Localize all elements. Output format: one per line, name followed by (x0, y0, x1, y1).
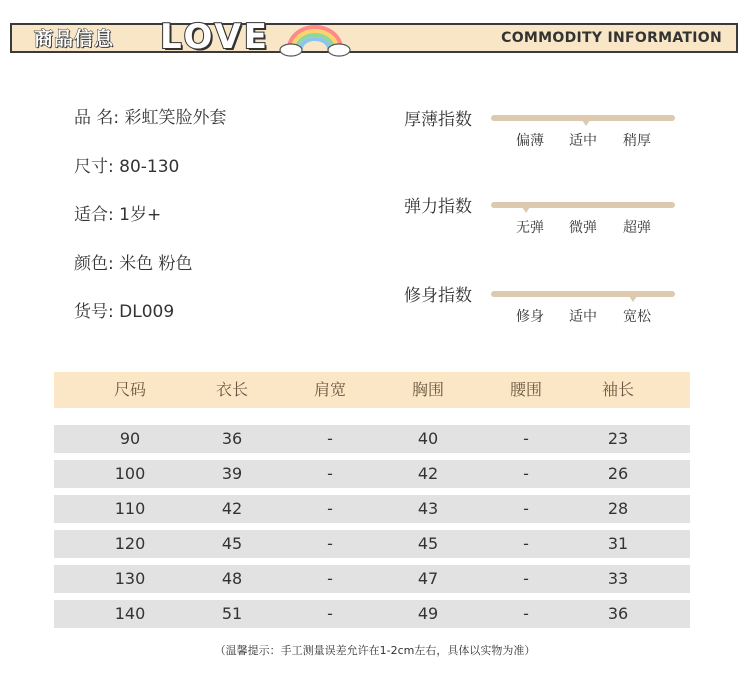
index-label: 超弹 (623, 220, 651, 236)
column-header: 肩宽 (313, 380, 347, 399)
table-cell: 36 (607, 604, 629, 623)
index-bar (491, 202, 675, 208)
table-cell: 40 (417, 429, 439, 448)
table-cell: 26 (607, 464, 629, 483)
index-bar (491, 115, 675, 121)
table-cell: 90 (119, 429, 141, 448)
table-cell: 120 (114, 534, 146, 553)
table-cell: - (327, 464, 333, 483)
index-label: 宽松 (623, 309, 651, 325)
info-name (74, 108, 227, 128)
column-header: 胸围 (411, 380, 445, 399)
info-age (74, 205, 161, 225)
table-cell: - (523, 429, 529, 448)
info-value: DL009 (119, 302, 175, 322)
index-title: 厚薄指数 (404, 110, 472, 130)
measurement-tip: （温馨提示：手工测量误差允许在1-2cm左右，具体以实物为准） (214, 644, 536, 657)
info-size (74, 157, 179, 177)
table-cell: 33 (607, 569, 629, 588)
index-label: 偏薄 (516, 133, 544, 149)
table-cell: - (327, 534, 333, 553)
table-row (54, 530, 690, 558)
table-row (54, 565, 690, 593)
info-label: 品 名: (74, 108, 120, 128)
table-cell: 23 (607, 429, 629, 448)
table-cell: 31 (607, 534, 629, 553)
index-marker (522, 207, 530, 213)
table-cell: - (523, 464, 529, 483)
size-table-header (54, 372, 690, 408)
column-header: 袖长 (601, 380, 635, 399)
table-cell: 43 (417, 499, 439, 518)
header-banner (10, 17, 738, 57)
index-label: 稍厚 (623, 133, 651, 149)
index-bar (491, 291, 675, 297)
index-label: 无弹 (516, 220, 544, 236)
index-label: 适中 (569, 133, 597, 149)
table-cell: 100 (114, 464, 146, 483)
index-marker (629, 296, 637, 302)
table-cell: - (327, 429, 333, 448)
table-cell: - (327, 569, 333, 588)
table-cell: 45 (221, 534, 243, 553)
table-row (54, 460, 690, 488)
info-label: 货号: (74, 302, 114, 322)
table-cell: - (523, 499, 529, 518)
index-label: 修身 (516, 309, 544, 325)
info-sku (74, 302, 174, 322)
info-value: 彩虹笑脸外套 (124, 108, 227, 128)
index-label: 适中 (569, 309, 597, 325)
table-cell: 51 (221, 604, 243, 623)
index-title: 弹力指数 (404, 197, 472, 217)
table-cell: - (327, 604, 333, 623)
table-cell: 130 (114, 569, 146, 588)
rainbow-icon (279, 19, 351, 59)
table-cell: - (327, 499, 333, 518)
table-cell: 45 (417, 534, 439, 553)
table-cell: - (523, 534, 529, 553)
info-label: 尺寸: (74, 157, 114, 177)
banner-title-cn: 商品信息 (34, 28, 115, 50)
table-cell: 140 (114, 604, 146, 623)
table-cell: 49 (417, 604, 439, 623)
info-color (74, 254, 193, 274)
table-cell: 28 (607, 499, 629, 518)
table-row (54, 425, 690, 453)
table-cell: 36 (221, 429, 243, 448)
table-cell: - (523, 604, 529, 623)
table-row (54, 600, 690, 628)
table-cell: - (523, 569, 529, 588)
table-cell: 48 (221, 569, 243, 588)
table-row (54, 495, 690, 523)
info-value: 80-130 (119, 157, 180, 177)
column-header: 衣长 (215, 380, 249, 399)
table-cell: 110 (114, 499, 146, 518)
table-cell: 42 (417, 464, 439, 483)
info-label: 适合: (74, 205, 114, 225)
column-header: 尺码 (113, 380, 147, 399)
table-cell: 42 (221, 499, 243, 518)
index-title: 修身指数 (404, 286, 472, 306)
index-marker (582, 120, 590, 126)
info-value: 1岁+ (119, 205, 162, 225)
info-value: 米色 粉色 (119, 254, 193, 274)
info-label: 颜色: (74, 254, 114, 274)
column-header: 腰围 (509, 380, 543, 399)
table-cell: 39 (221, 464, 243, 483)
banner-love-text: LOVE (160, 17, 270, 57)
banner-title-en: COMMODITY INFORMATION (501, 30, 722, 46)
table-cell: 47 (417, 569, 439, 588)
index-label: 微弹 (569, 220, 597, 236)
